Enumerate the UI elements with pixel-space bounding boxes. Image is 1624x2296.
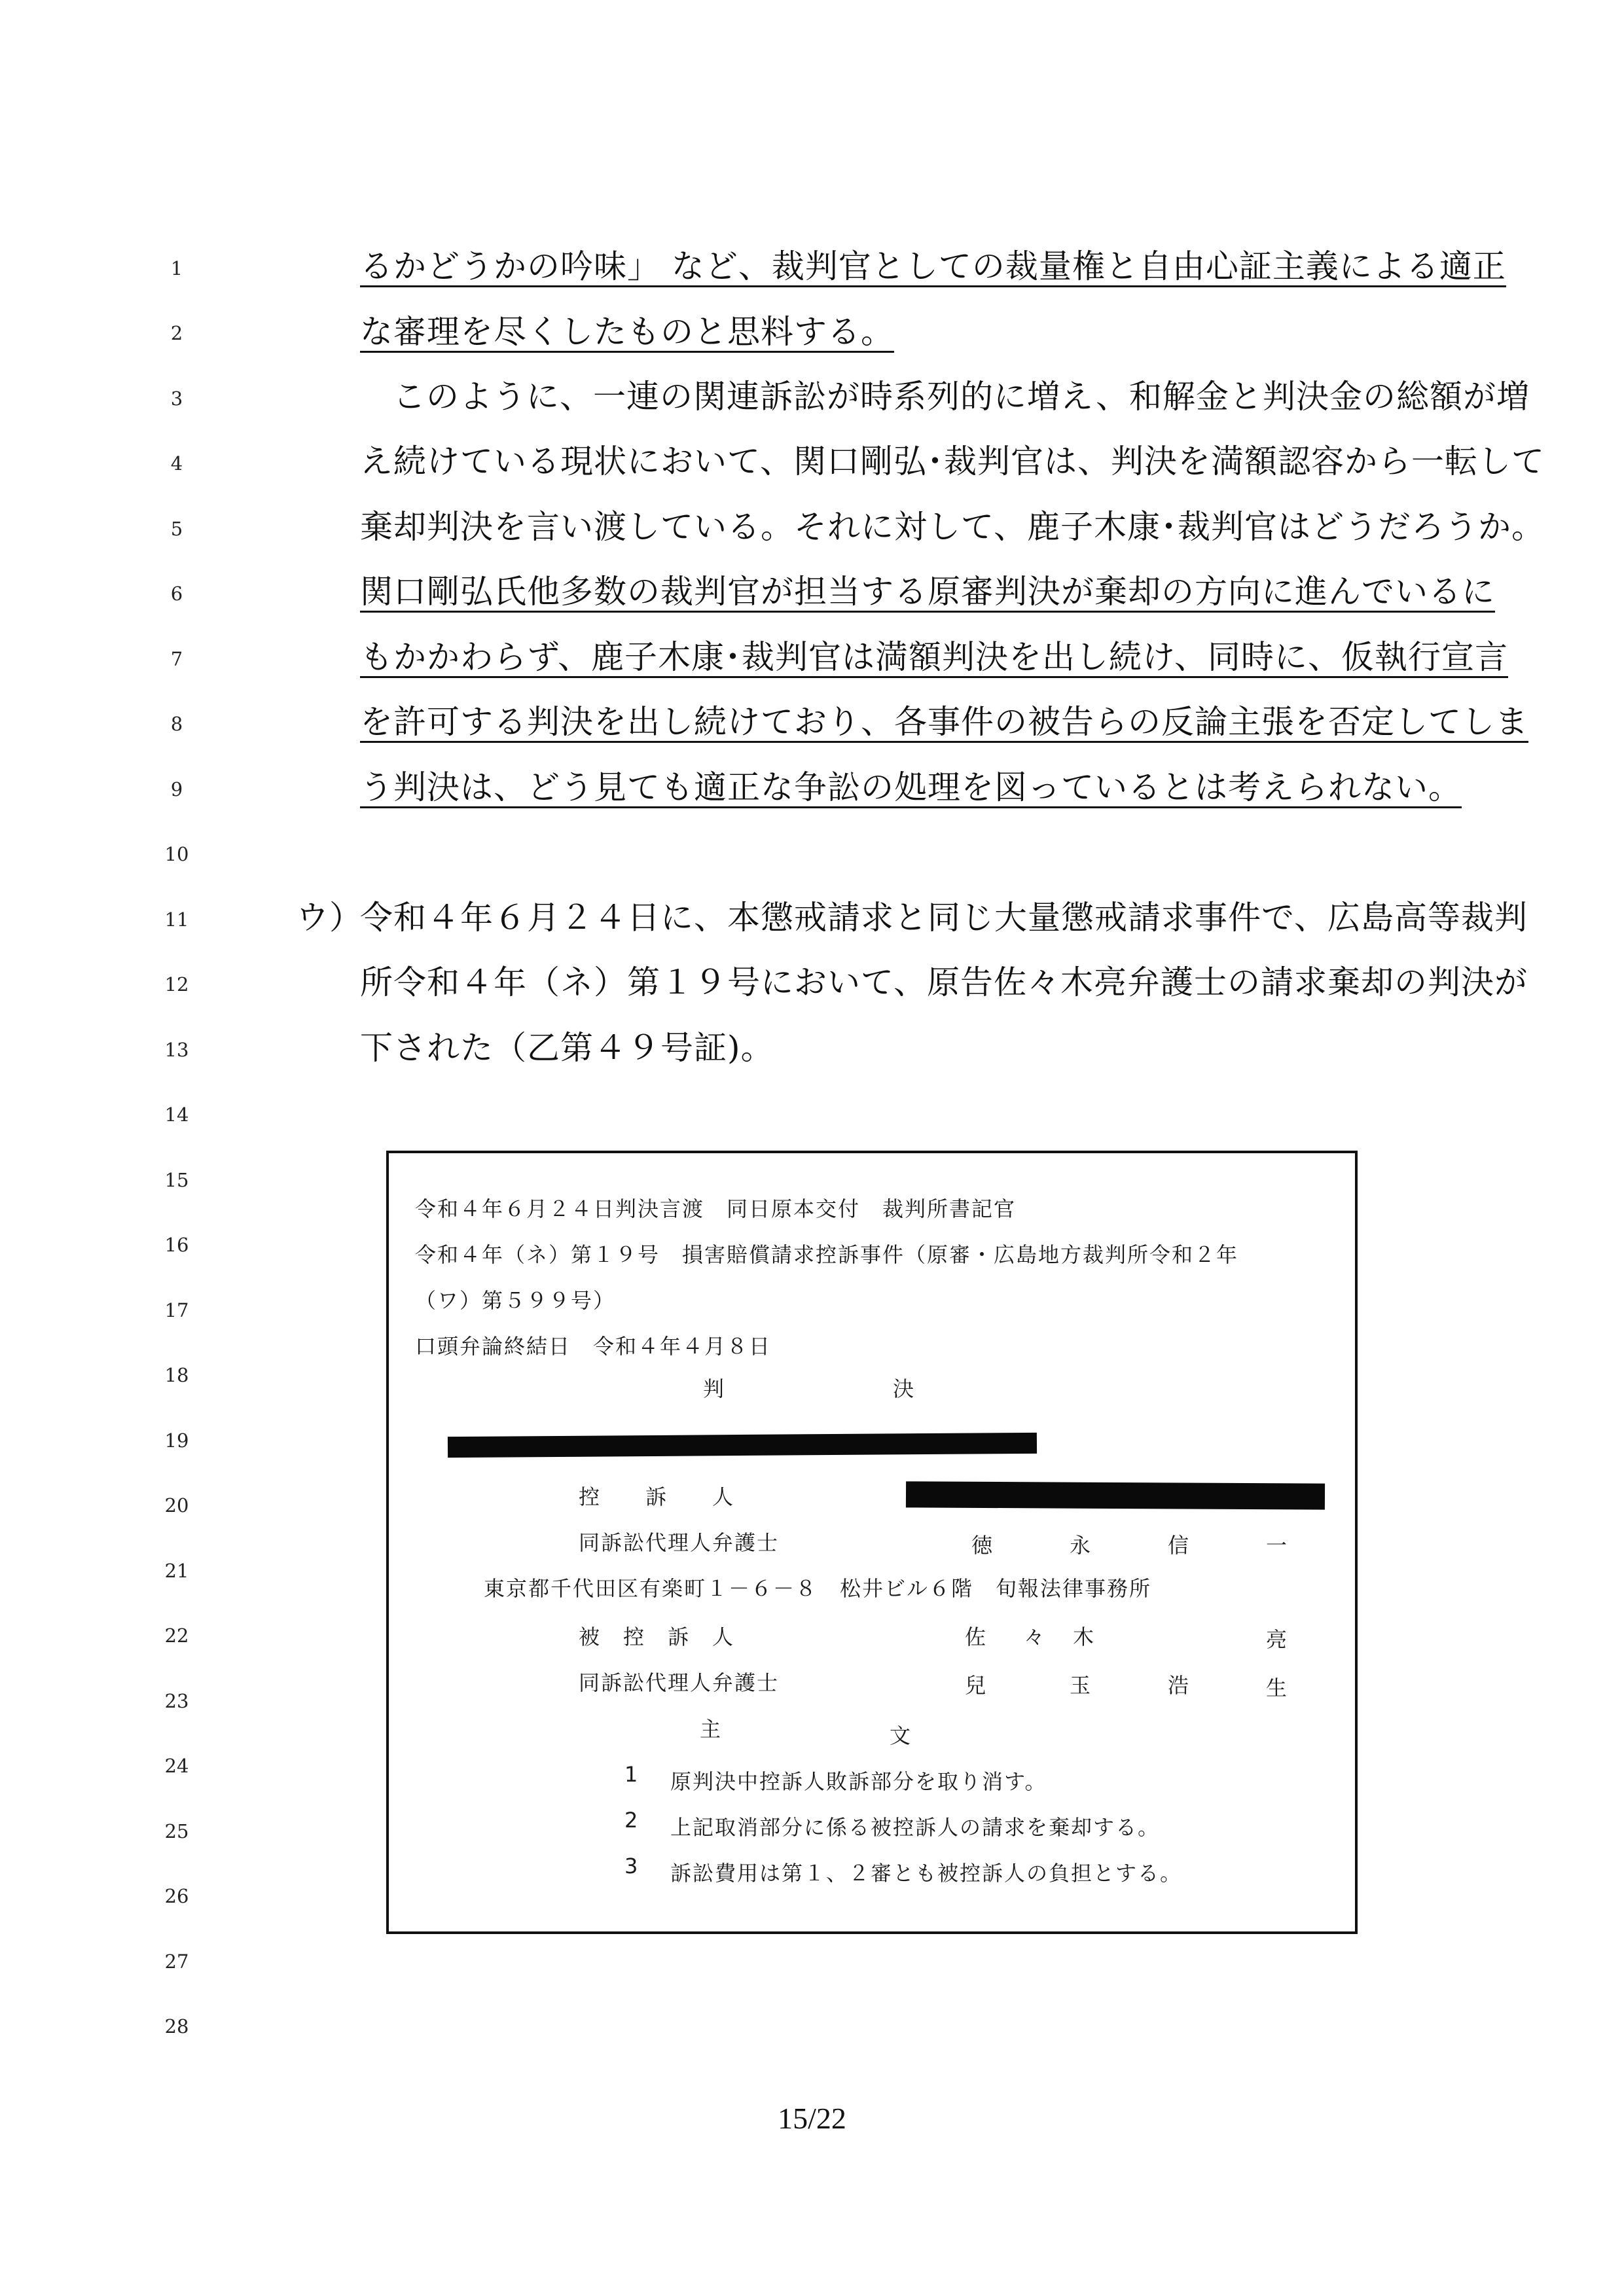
line-number: 17 xyxy=(164,1299,189,1321)
excerpt-name-char: 永 xyxy=(1070,1533,1092,1558)
body-text-line: 所令和４年（ネ）第１９号において、原告佐々木亮弁護士の請求棄却の判決が xyxy=(360,963,1528,1001)
page-number: 15/22 xyxy=(778,2102,846,2135)
excerpt-heading-judgment: 決 xyxy=(893,1376,916,1401)
line-number: 7 xyxy=(170,648,183,670)
excerpt-line: 令和４年６月２４日判決言渡 同日原本交付 裁判所書記官 xyxy=(415,1196,1017,1221)
line-number: 16 xyxy=(164,1234,189,1256)
body-text-line: う判決は、どう見ても適正な争訟の処理を図っているとは考えられない。 xyxy=(360,768,1462,806)
excerpt-item-number: 2 xyxy=(624,1808,640,1833)
excerpt-line: 同訴訟代理人弁護士 xyxy=(579,1670,780,1695)
line-number: 24 xyxy=(164,1755,189,1777)
excerpt-heading-judgment: 判 xyxy=(703,1376,726,1401)
judgment-excerpt-scan xyxy=(386,1151,1358,1934)
line-number: 25 xyxy=(164,1820,189,1842)
excerpt-name-char: 徳 xyxy=(971,1533,994,1558)
body-text-line: このように、一連の関連訴訟が時系列的に増え、和解金と判決金の総額が増 xyxy=(393,378,1530,416)
line-number: 1 xyxy=(170,257,183,279)
excerpt-name-char: 信 xyxy=(1168,1533,1191,1558)
excerpt-line: 同訴訟代理人弁護士 xyxy=(579,1530,780,1555)
excerpt-name-char: 一 xyxy=(1266,1533,1289,1558)
line-number: 26 xyxy=(164,1885,189,1907)
body-text-line: 関口剛弘氏他多数の裁判官が担当する原審判決が棄却の方向に進んでいるに xyxy=(360,573,1495,611)
excerpt-line: 東京都千代田区有楽町１－６－８ 松井ビル６階 旬報法律事務所 xyxy=(484,1576,1152,1601)
excerpt-line: （ワ）第５９９号） xyxy=(415,1288,616,1313)
line-number: 10 xyxy=(164,843,189,865)
line-number: 23 xyxy=(164,1690,189,1712)
body-text-line: もかかわらず、鹿子木康･裁判官は満額判決を出し続け、同時に、仮執行宣言 xyxy=(360,638,1508,676)
body-text-line: な審理を尽くしたものと思料する。 xyxy=(360,313,894,351)
line-number: 4 xyxy=(170,452,183,475)
redaction-bar xyxy=(906,1481,1325,1509)
excerpt-line: 被 控 訴 人 xyxy=(579,1624,735,1649)
line-number: 13 xyxy=(164,1039,189,1061)
line-number: 19 xyxy=(164,1429,189,1452)
line-number: 9 xyxy=(170,778,183,800)
line-number: 20 xyxy=(164,1494,189,1516)
excerpt-heading-main-text: 文 xyxy=(890,1723,912,1748)
line-number: 8 xyxy=(170,713,183,735)
excerpt-name-char: 玉 xyxy=(1070,1673,1092,1698)
line-number: 27 xyxy=(164,1950,189,1973)
excerpt-name-char: 浩 xyxy=(1168,1673,1191,1698)
line-number: 3 xyxy=(170,387,183,410)
excerpt-name-char: 木 xyxy=(1073,1624,1096,1649)
line-number: 15 xyxy=(164,1169,189,1191)
line-number: 18 xyxy=(164,1364,189,1386)
excerpt-heading-main-text: 主 xyxy=(700,1717,723,1742)
line-number: 6 xyxy=(170,583,183,605)
line-number: 22 xyxy=(164,1624,189,1647)
excerpt-name-char: 生 xyxy=(1266,1676,1289,1700)
line-number: 28 xyxy=(164,2015,189,2037)
body-text-line: を許可する判決を出し続けており、各事件の被告らの反論主張を否定してしま xyxy=(360,703,1528,741)
excerpt-item-number: 3 xyxy=(624,1854,640,1878)
excerpt-item: 原判決中控訴人敗訴部分を取り消す。 xyxy=(670,1769,1047,1794)
body-text-line: 棄却判決を言い渡している。それに対して、鹿子木康･裁判官はどうだろうか。 xyxy=(360,508,1545,546)
body-text-line: え続けている現状において、関口剛弘･裁判官は、判決を満額認容から一転して xyxy=(360,442,1545,480)
line-number: 14 xyxy=(164,1103,189,1126)
excerpt-name-char: 亮 xyxy=(1266,1627,1289,1652)
excerpt-item: 訴訟費用は第１、２審とも被控訴人の負担とする。 xyxy=(670,1861,1183,1886)
excerpt-line: 口頭弁論終結日 令和４年４月８日 xyxy=(415,1334,772,1359)
excerpt-name-char: 々 xyxy=(1024,1624,1047,1649)
line-number: 12 xyxy=(164,973,189,996)
item-marker: ウ） xyxy=(296,899,363,937)
body-text-line: 下された（乙第４９号証)。 xyxy=(360,1029,774,1067)
excerpt-line: 令和４年（ネ）第１９号 損害賠償請求控訴事件（原審・広島地方裁判所令和２年 xyxy=(415,1242,1239,1267)
line-number: 11 xyxy=(164,908,189,931)
excerpt-item-number: 1 xyxy=(624,1762,640,1787)
excerpt-name-char: 兒 xyxy=(965,1673,988,1698)
line-number: 21 xyxy=(164,1560,189,1582)
line-number: 2 xyxy=(170,322,183,344)
body-text-line: るかどうかの吟味」 など、裁判官としての裁量権と自由心証主義による適正 xyxy=(360,247,1506,285)
line-number: 5 xyxy=(170,518,183,540)
body-text-line: 令和４年６月２４日に、本懲戒請求と同じ大量懲戒請求事件で、広島高等裁判 xyxy=(360,899,1528,937)
excerpt-item: 上記取消部分に係る被控訴人の請求を棄却する。 xyxy=(670,1815,1161,1840)
excerpt-line: 控 訴 人 xyxy=(579,1484,735,1509)
redaction-bar xyxy=(448,1433,1037,1458)
excerpt-name-char: 佐 xyxy=(965,1624,988,1649)
